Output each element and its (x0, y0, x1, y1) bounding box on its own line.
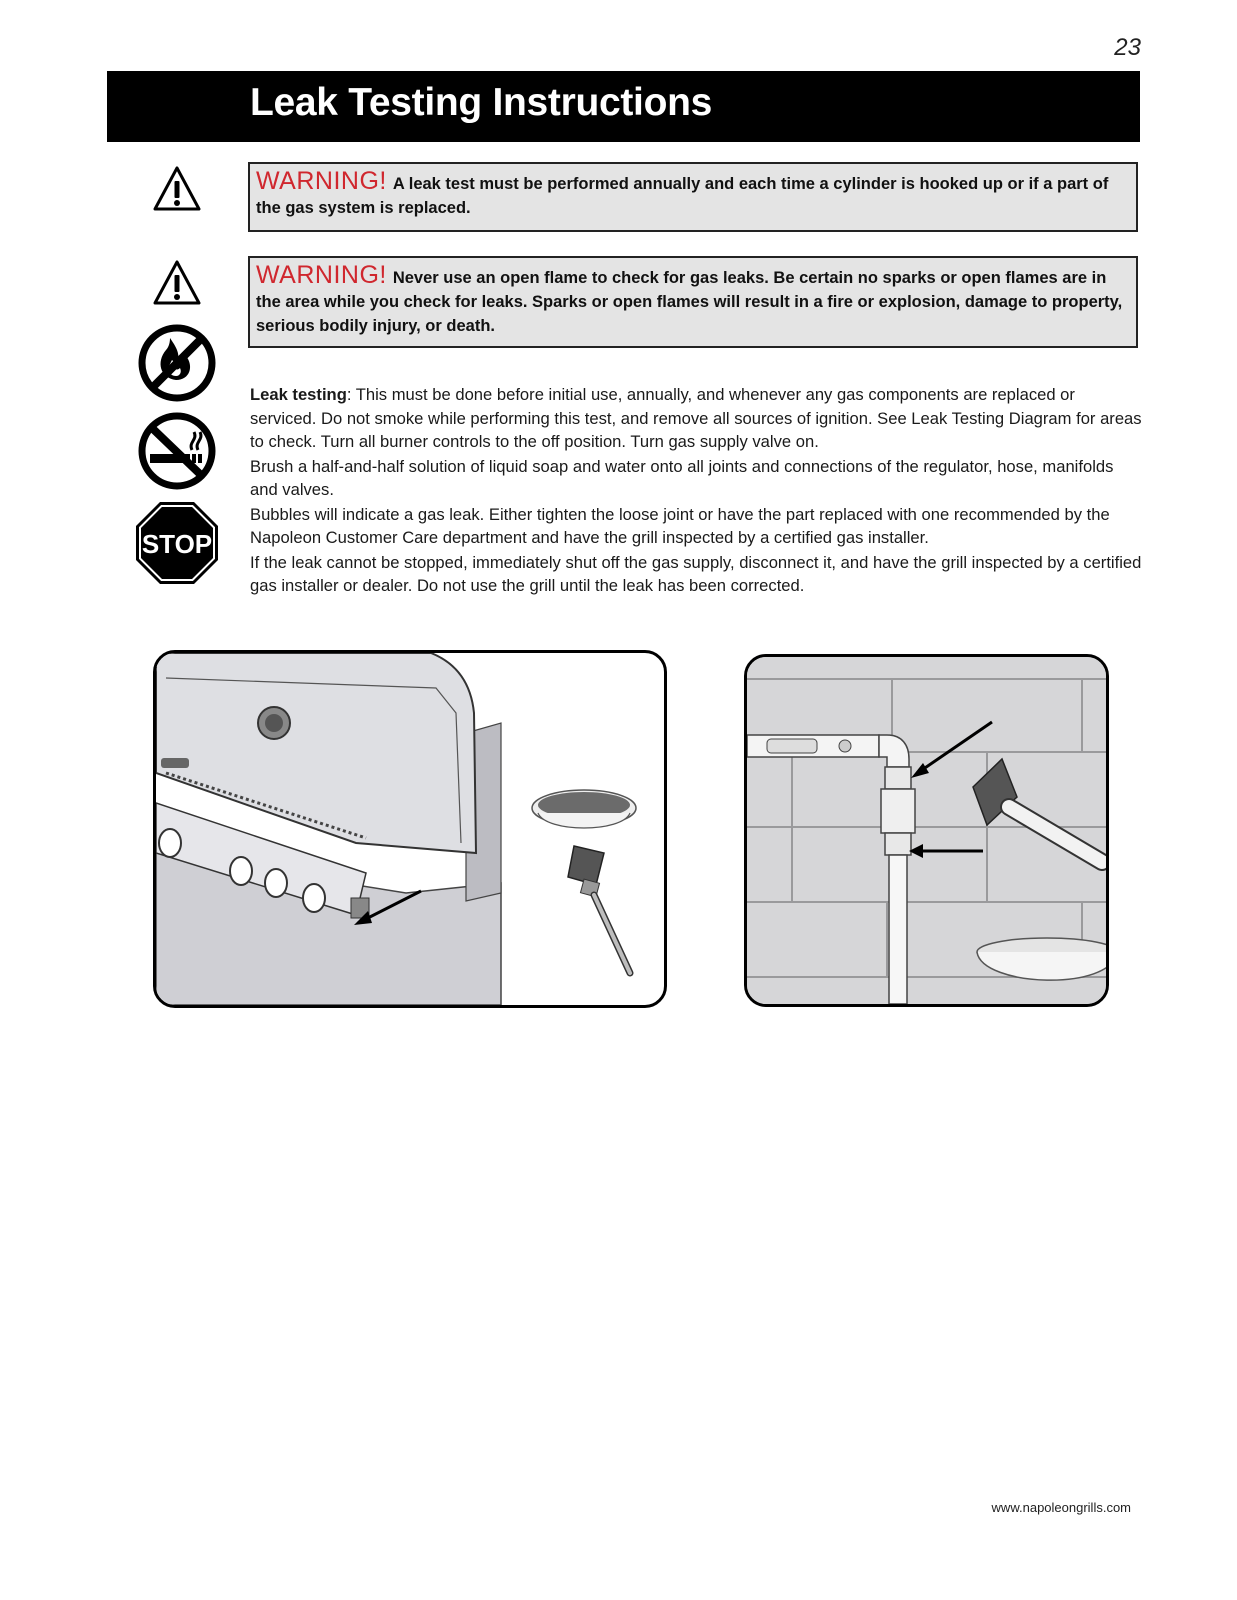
footer-url[interactable]: www.napoleongrills.com (991, 1500, 1131, 1515)
page-number: 23 (1114, 34, 1141, 61)
warning-text: A leak test must be performed annually and each time a cylinder is hooked up or if a part of the gas system is replaced. (256, 175, 1109, 217)
warning-box (248, 162, 1138, 232)
paragraph-text: : This must be done before initial use, annually, and whenever any gas components are replaced or serviced. Do not smoke while performing this test, and remove all sources of ignition. See Leak Testing Diagram for areas to check. Turn all burner controls to the off position. Turn gas supply valve on. (250, 385, 1142, 451)
warning-box (248, 256, 1138, 348)
grill-leak-test-illustration (153, 650, 667, 1008)
gas-pipe-leak-test-illustration (744, 654, 1109, 1007)
instructions-body (250, 383, 1145, 598)
stop-sign-icon (134, 500, 220, 586)
no-smoking-icon (136, 410, 218, 492)
grill-drawing (156, 653, 664, 1005)
page-title: Leak Testing Instructions (250, 81, 713, 124)
warning-triangle-icon (152, 258, 202, 308)
leak-testing-lead: Leak testing (250, 385, 347, 404)
title-bar (107, 71, 1140, 142)
no-open-flame-icon (136, 322, 218, 404)
warning-label: WARNING! (256, 167, 387, 195)
instructions-paragraph: If the leak cannot be stopped, immediately shut off the gas supply, disconnect it, and have the grill inspected by a certified gas installer or dealer. Do not use the grill until the leak has been corrected. (250, 552, 1142, 595)
instructions-paragraph: Brush a half-and-half solution of liquid soap and water onto all joints and connections of the regulator, hose, manifolds and valves. (250, 456, 1114, 499)
warning-text: Never use an open flame to check for gas leaks. Be certain no sparks or open flames are in the area while you check for leaks. Sparks or open flames will result in a fire or explosion, damage to property, serious bodily injury, or death. (256, 269, 1123, 335)
instructions-paragraph: Bubbles will indicate a gas leak. Either tighten the loose joint or have the part replaced with one recommended by the Napoleon Customer Care department and have the grill inspected by a certified gas installer. (250, 504, 1110, 547)
instructions-paragraph (250, 383, 1145, 454)
warning-triangle-icon (152, 164, 202, 214)
stop-sign-label: STOP (141, 529, 213, 559)
pipe-drawing (747, 657, 1106, 1004)
warning-label: WARNING! (256, 261, 387, 289)
